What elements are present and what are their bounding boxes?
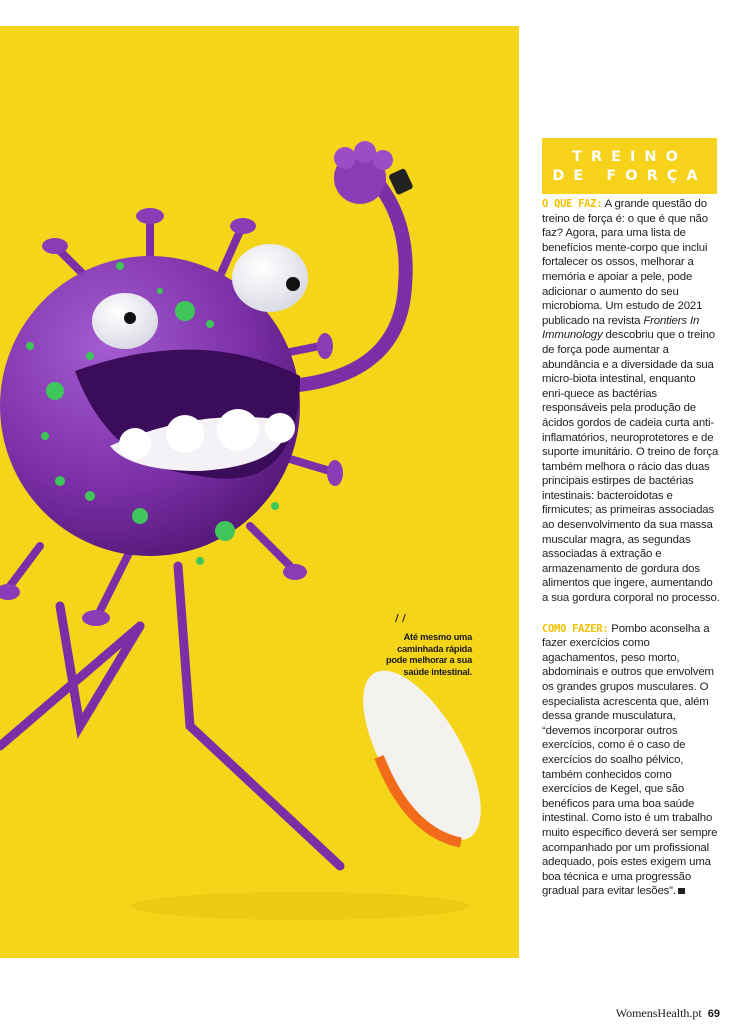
paragraph-text: A grande questão do treino de força é: o que é que não faz? Agora, para uma lista de benefícios mente-corpo que inclui fortalecer os ossos, melhorar a memória e apoiar a pele, pode adicionar o aumento do seu microbioma. Um estudo de 2021 publicado na revista (542, 198, 708, 327)
virus-character-illustration (0, 26, 519, 958)
end-mark-icon (678, 888, 685, 894)
caption-mark: / / (395, 613, 406, 624)
lead-how-to-do: COMO FAZER: (542, 622, 609, 635)
paragraph-text: descobriu que o treino de força pode aumentar a abundância e a diversidade da sua micro-biota intestinal, enquanto enri-quece as bactérias responsáveis pela produção de ácidos gordos de cadeia curta anti-inflamatórios, neuroprotetores e de suporte imunitário. O treino de força também melhora o rácio das duas principais estirpes de bactérias intestinais: bacteroidotas e firmicutes; as primeiras associadas ao desenvolvimento da sua massa muscular magra, as segundas associadas à extração e armazenamento de gordura dos alimentos que ingere, aumentando a sua gordura corporal no processo. (542, 329, 720, 605)
page-number: 69 (707, 1008, 720, 1020)
footer-brand: WomensHealth.pt (615, 1006, 702, 1020)
section-title-line1: TREINO (572, 149, 687, 165)
paragraph-how-to-do (542, 622, 720, 899)
paragraph-text: Pombo aconselha a fazer exercícios como agachamentos, peso morto, abdominais e outros que envolvem os grandes grupos musculares. O especialista acrescenta que, além dessa grande musculatura, “devemos incorporar outros exercícios, como é o caso de exercícios do soalho pélvico, também conhecidos como exercícios de Kegel, que são benéficos para uma boa saúde intestinal. Como isto é um trabalho muito específico deverá ser sempre acompanhado por um profissional adequado, pois estes exigem uma boa técnica e uma progressão gradual para evitar lesões”. (542, 622, 718, 898)
page-footer (616, 1006, 720, 1021)
section-title-line2: DE FORÇA (552, 168, 707, 184)
illustration-photo (0, 26, 519, 958)
article-body (542, 197, 720, 899)
paragraph-what-it-does (542, 197, 720, 606)
section-title-box (542, 138, 717, 194)
photo-caption: Até mesmo uma caminhada rápida pode melhorar a sua saúde intestinal. (385, 632, 472, 677)
journal-name: Frontiers In Immunology (542, 314, 700, 342)
lead-what-it-does: O QUE FAZ: (542, 198, 603, 210)
